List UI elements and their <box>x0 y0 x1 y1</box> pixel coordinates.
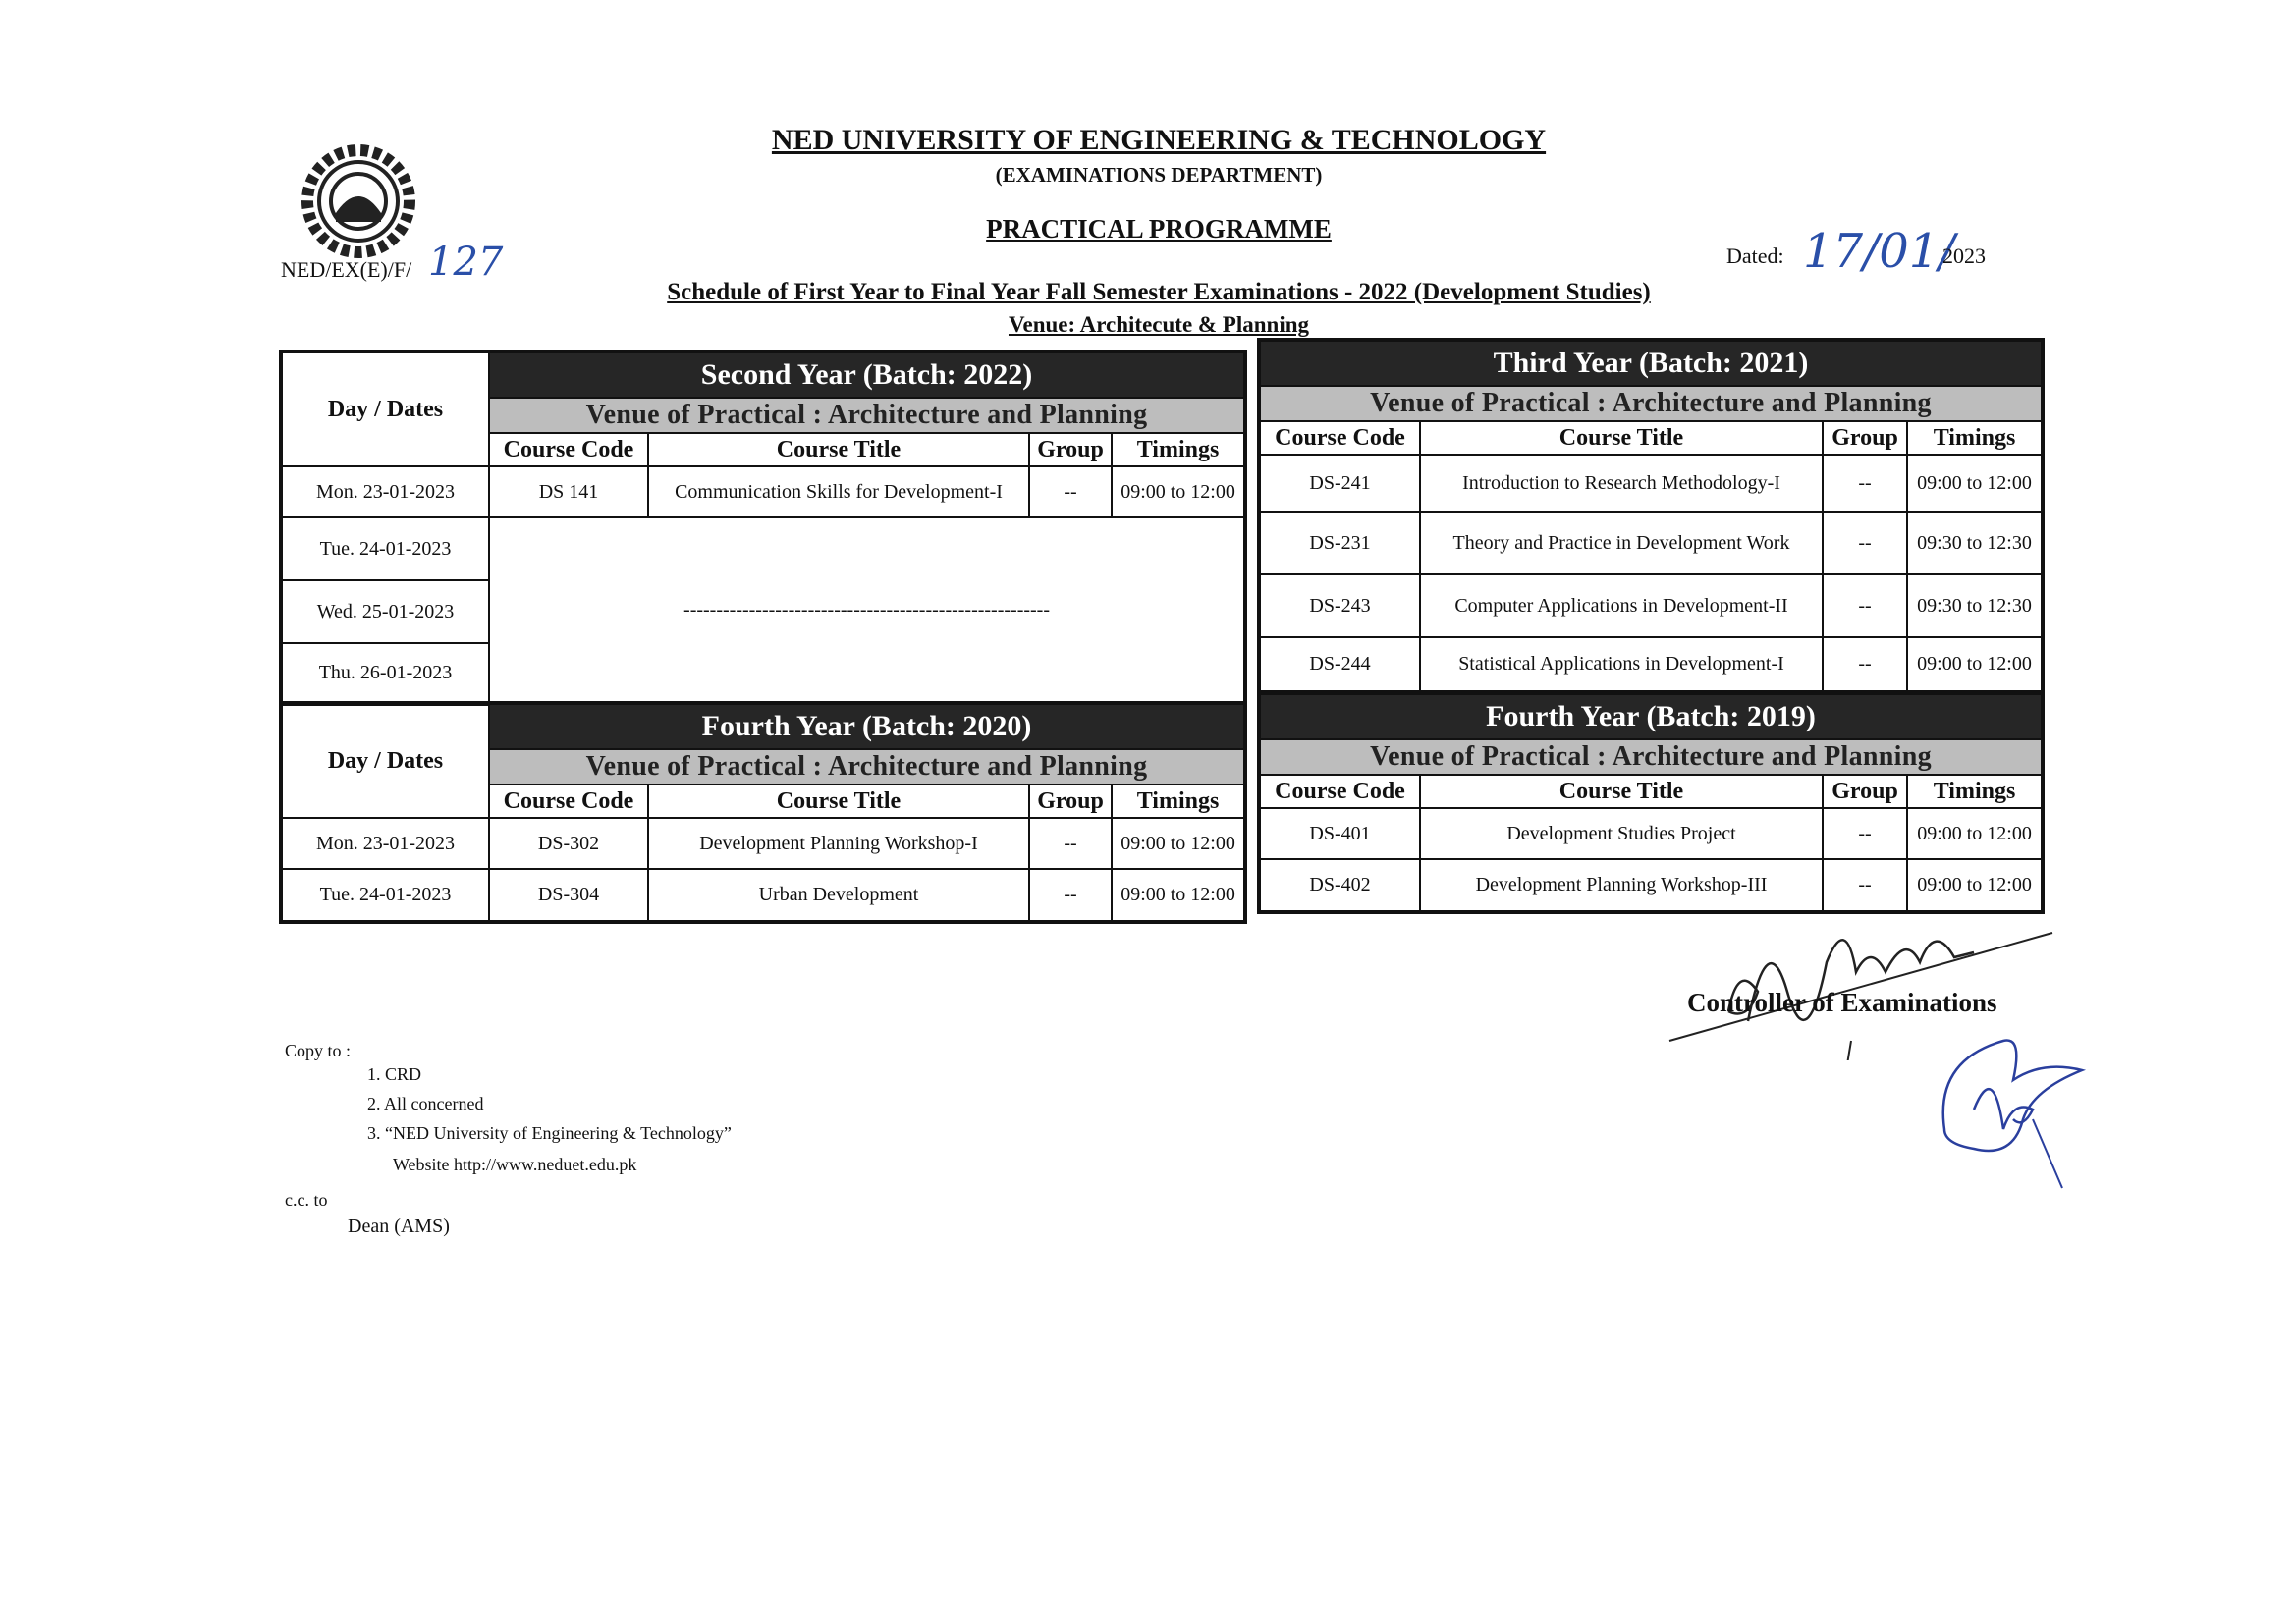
course-code: DS-402 <box>1259 859 1420 912</box>
group: -- <box>1823 574 1907 637</box>
copy-item: 3. “NED University of Engineering & Technology” <box>367 1123 732 1143</box>
day-dates-header: Day / Dates <box>281 352 489 466</box>
course-title: Introduction to Research Methodology-I <box>1420 455 1823 512</box>
group: -- <box>1029 466 1112 517</box>
timings: 09:30 to 12:30 <box>1907 512 2043 574</box>
reference-handwritten: 127 <box>428 240 504 285</box>
course-title: Theory and Practice in Development Work <box>1420 512 1823 574</box>
timings-header: Timings <box>1907 775 2043 808</box>
website-line: Website http://www.neduet.edu.pk <box>393 1155 637 1174</box>
venue-of-practical: Venue of Practical : Architecture and Planning <box>489 398 1245 433</box>
cc-label: c.c. to <box>285 1190 328 1210</box>
venue-of-practical: Venue of Practical : Architecture and Planning <box>1259 739 2043 775</box>
course-title: Urban Development <box>648 869 1029 922</box>
fourth-year-2020-title: Fourth Year (Batch: 2020) <box>489 703 1245 749</box>
copy-item: 2. All concerned <box>367 1094 484 1113</box>
copy-item: 1. CRD <box>367 1064 422 1084</box>
timings: 09:00 to 12:00 <box>1907 859 2043 912</box>
course-code: DS 141 <box>489 466 648 517</box>
day-date: Tue. 24-01-2023 <box>281 517 489 580</box>
timings: 09:00 to 12:00 <box>1907 808 2043 859</box>
fourth-year-2019-title: Fourth Year (Batch: 2019) <box>1259 693 2043 739</box>
group-header: Group <box>1823 775 1907 808</box>
venue-line: Venue: Architecute & Planning <box>1008 312 1310 337</box>
day-date: Tue. 24-01-2023 <box>281 869 489 922</box>
course-code: DS-244 <box>1259 637 1420 692</box>
university-name: NED UNIVERSITY OF ENGINEERING & TECHNOLOGY <box>771 124 1547 156</box>
course-title-header: Course Title <box>648 433 1029 466</box>
group-header: Group <box>1823 421 1907 455</box>
copy-to-label: Copy to : <box>285 1041 352 1060</box>
group: -- <box>1823 455 1907 512</box>
course-code: DS-231 <box>1259 512 1420 574</box>
university-logo <box>295 137 422 265</box>
course-code-header: Course Code <box>1259 421 1420 455</box>
group-header: Group <box>1029 433 1112 466</box>
second-year-table <box>279 350 1247 706</box>
timings: 09:00 to 12:00 <box>1907 637 2043 692</box>
day-date: Thu. 26-01-2023 <box>281 643 489 704</box>
schedule-title: Schedule of First Year to Final Year Fall Semester Examinations - 2022 (Development Studies) <box>667 279 1651 305</box>
programme-title: PRACTICAL PROGRAMME <box>986 214 1332 244</box>
course-code: DS-241 <box>1259 455 1420 512</box>
third-year-table <box>1257 338 2045 694</box>
timings: 09:30 to 12:30 <box>1907 574 2043 637</box>
timings: 09:00 to 12:00 <box>1112 818 1245 869</box>
group: -- <box>1029 869 1112 922</box>
handwritten-initials <box>1915 1021 2092 1198</box>
no-exam-marker: -------------------------------------------------------- <box>489 517 1245 704</box>
course-code-header: Course Code <box>489 433 648 466</box>
controller-title: Controller of Examinations <box>1687 988 1997 1017</box>
group: -- <box>1029 818 1112 869</box>
course-code: DS-401 <box>1259 808 1420 859</box>
course-title-header: Course Title <box>1420 775 1823 808</box>
course-code-header: Course Code <box>1259 775 1420 808</box>
timings-header: Timings <box>1112 433 1245 466</box>
course-title: Development Planning Workshop-III <box>1420 859 1823 912</box>
department-name: (EXAMINATIONS DEPARTMENT) <box>995 163 1323 187</box>
venue-of-practical: Venue of Practical : Architecture and Planning <box>1259 386 2043 421</box>
timings: 09:00 to 12:00 <box>1112 869 1245 922</box>
day-date: Mon. 23-01-2023 <box>281 466 489 517</box>
group: -- <box>1823 512 1907 574</box>
course-title: Development Planning Workshop-I <box>648 818 1029 869</box>
venue-of-practical: Venue of Practical : Architecture and Planning <box>489 749 1245 785</box>
course-code: DS-302 <box>489 818 648 869</box>
course-code: DS-304 <box>489 869 648 922</box>
group-header: Group <box>1029 785 1112 818</box>
timings: 09:00 to 12:00 <box>1907 455 2043 512</box>
group: -- <box>1823 859 1907 912</box>
day-date: Wed. 25-01-2023 <box>281 580 489 643</box>
third-year-title: Third Year (Batch: 2021) <box>1259 340 2043 386</box>
cc-recipient: Dean (AMS) <box>348 1216 450 1237</box>
course-title: Communication Skills for Development-I <box>648 466 1029 517</box>
timings-header: Timings <box>1907 421 2043 455</box>
course-code: DS-243 <box>1259 574 1420 637</box>
course-title: Computer Applications in Development-II <box>1420 574 1823 637</box>
group: -- <box>1823 808 1907 859</box>
fourth-year-2020-table <box>279 701 1247 924</box>
course-title: Statistical Applications in Development-I <box>1420 637 1823 692</box>
dated-year: 2023 <box>1942 244 1986 268</box>
day-date: Mon. 23-01-2023 <box>281 818 489 869</box>
course-title-header: Course Title <box>1420 421 1823 455</box>
fourth-year-2019-table <box>1257 691 2045 914</box>
group: -- <box>1823 637 1907 692</box>
day-dates-header: Day / Dates <box>281 703 489 818</box>
dated-label: Dated: <box>1726 244 1784 268</box>
timings: 09:00 to 12:00 <box>1112 466 1245 517</box>
timings-header: Timings <box>1112 785 1245 818</box>
dated-handwritten: 17/01/ <box>1803 224 1955 279</box>
course-title: Development Studies Project <box>1420 808 1823 859</box>
course-title-header: Course Title <box>648 785 1029 818</box>
course-code-header: Course Code <box>489 785 648 818</box>
reference-number: NED/EX(E)/F/ <box>281 257 412 282</box>
second-year-title: Second Year (Batch: 2022) <box>489 352 1245 398</box>
